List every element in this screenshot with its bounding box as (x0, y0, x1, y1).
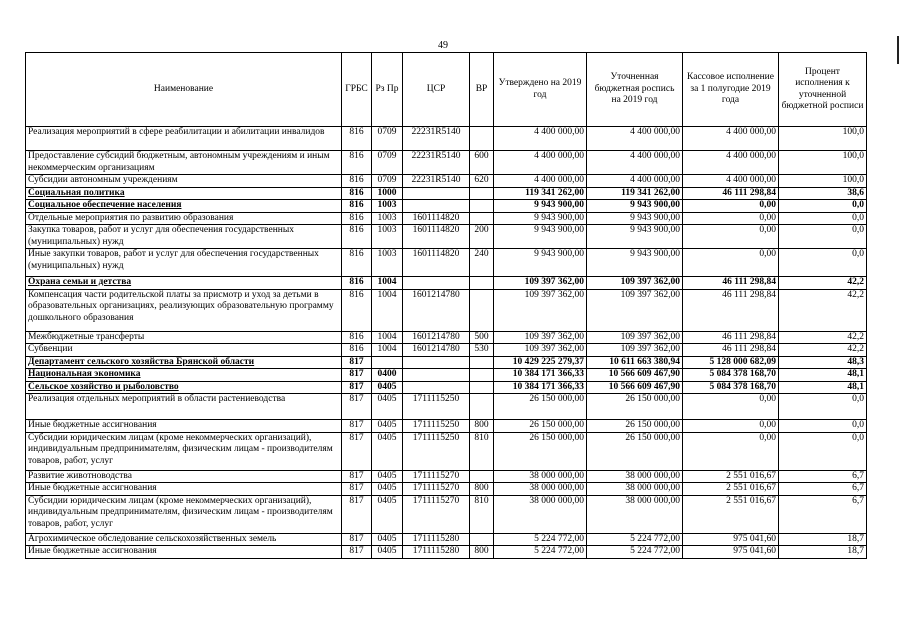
cell-rzpr: 0405 (372, 483, 403, 496)
cell-percent: 0,0 (779, 432, 867, 470)
cell-csr: 1601214780 (403, 344, 470, 357)
table-row (26, 533, 867, 546)
cell-name: Иные закупки товаров, работ и услуг для обеспечения государственных (муниципальных) нужд (26, 249, 342, 277)
cell-csr: 1711115250 (403, 394, 470, 420)
cell-percent: 0,0 (779, 249, 867, 277)
table-row (26, 470, 867, 483)
table-row (26, 175, 867, 188)
cell-name: Иные бюджетные ассигнования (26, 483, 342, 496)
cell-cash: 4 400 000,00 (683, 127, 779, 151)
cell-approved: 4 400 000,00 (494, 175, 587, 188)
cell-rzpr (372, 356, 403, 369)
cell-approved: 5 224 772,00 (494, 533, 587, 546)
cell-csr (403, 356, 470, 369)
cell-name: Компенсация части родительской платы за присмотр и уход за детьми в образовательных организациях, реализующих образовательную программу дошкольного образования (26, 289, 342, 331)
cell-approved: 26 150 000,00 (494, 394, 587, 420)
page-number: 49 (438, 40, 448, 51)
table-row (26, 546, 867, 559)
header-csr: ЦСР (403, 53, 470, 127)
cell-grbs: 817 (342, 546, 372, 559)
cell-name: Реализация мероприятий в сфере реабилитации и абилитации инвалидов (26, 127, 342, 151)
table-row (26, 212, 867, 225)
cell-rzpr: 1003 (372, 212, 403, 225)
cell-vr: 800 (470, 483, 494, 496)
cell-cash: 4 400 000,00 (683, 151, 779, 175)
cell-name: Охрана семьи и детства (26, 277, 342, 290)
cell-csr: 22231R5140 (403, 175, 470, 188)
cell-percent: 6,7 (779, 483, 867, 496)
cell-approved: 4 400 000,00 (494, 127, 587, 151)
cell-rzpr: 0400 (372, 369, 403, 382)
cell-cash: 2 551 016,67 (683, 483, 779, 496)
cell-vr: 810 (470, 432, 494, 470)
cell-grbs: 816 (342, 249, 372, 277)
table-row (26, 483, 867, 496)
cell-refined: 109 397 362,00 (587, 344, 683, 357)
cell-csr: 1711115270 (403, 495, 470, 533)
cell-cash: 0,00 (683, 432, 779, 470)
cell-vr (470, 369, 494, 382)
cell-cash: 46 111 298,84 (683, 277, 779, 290)
cell-name: Межбюджетные трансферты (26, 331, 342, 344)
cell-refined: 9 943 900,00 (587, 225, 683, 249)
table-row (26, 381, 867, 394)
cell-cash: 5 084 378 168,70 (683, 369, 779, 382)
cell-refined: 10 566 609 467,90 (587, 381, 683, 394)
table-row (26, 495, 867, 533)
cell-approved: 109 397 362,00 (494, 344, 587, 357)
cell-grbs: 817 (342, 533, 372, 546)
cell-grbs: 816 (342, 331, 372, 344)
cell-csr: 1711115250 (403, 420, 470, 433)
cell-vr: 810 (470, 495, 494, 533)
header-approved: Утверждено на 2019 год (494, 53, 587, 127)
header-grbs: ГРБС (342, 53, 372, 127)
cell-approved: 38 000 000,00 (494, 470, 587, 483)
cell-approved: 10 384 171 366,33 (494, 369, 587, 382)
cell-vr (470, 187, 494, 200)
table-row (26, 127, 867, 151)
cell-grbs: 817 (342, 432, 372, 470)
cell-rzpr: 1004 (372, 331, 403, 344)
cell-approved: 10 384 171 366,33 (494, 381, 587, 394)
cell-approved: 119 341 262,00 (494, 187, 587, 200)
cell-rzpr: 0709 (372, 151, 403, 175)
cell-rzpr: 1000 (372, 187, 403, 200)
cell-cash: 46 111 298,84 (683, 331, 779, 344)
cell-refined: 109 397 362,00 (587, 277, 683, 290)
cell-percent: 6,7 (779, 470, 867, 483)
cell-grbs: 816 (342, 175, 372, 188)
cell-rzpr: 0709 (372, 127, 403, 151)
cell-grbs: 817 (342, 483, 372, 496)
cell-rzpr: 1004 (372, 289, 403, 331)
header-rzpr: Рз Пр (372, 53, 403, 127)
table-row (26, 394, 867, 420)
cell-name: Предоставление субсидий бюджетным, автономным учреждениям и иным некоммерческим организациям (26, 151, 342, 175)
cell-cash: 0,00 (683, 225, 779, 249)
cell-refined: 38 000 000,00 (587, 483, 683, 496)
cell-csr: 1601214780 (403, 289, 470, 331)
cell-grbs: 817 (342, 356, 372, 369)
cell-grbs: 816 (342, 225, 372, 249)
cell-refined: 10 566 609 467,90 (587, 369, 683, 382)
header-name: Наименование (26, 53, 342, 127)
cell-rzpr: 0405 (372, 533, 403, 546)
cell-percent: 48,3 (779, 356, 867, 369)
cell-approved: 109 397 362,00 (494, 277, 587, 290)
cell-rzpr: 0405 (372, 470, 403, 483)
cell-cash: 0,00 (683, 420, 779, 433)
table-row (26, 277, 867, 290)
cell-percent: 42,2 (779, 289, 867, 331)
cell-percent: 0,0 (779, 394, 867, 420)
cell-grbs: 816 (342, 289, 372, 331)
cell-rzpr: 0405 (372, 394, 403, 420)
table-row (26, 369, 867, 382)
cell-csr: 1601114820 (403, 225, 470, 249)
cell-name: Агрохимическое обследование сельскохозяйственных земель (26, 533, 342, 546)
cell-vr: 530 (470, 344, 494, 357)
cell-rzpr: 0709 (372, 175, 403, 188)
budget-table (25, 52, 867, 559)
cell-approved: 109 397 362,00 (494, 331, 587, 344)
cell-percent: 0,0 (779, 200, 867, 213)
cell-csr (403, 277, 470, 290)
cell-rzpr: 0405 (372, 381, 403, 394)
header-cash: Кассовое исполнение за 1 полугодие 2019 года (683, 53, 779, 127)
cell-grbs: 817 (342, 470, 372, 483)
cell-name: Национальная экономика (26, 369, 342, 382)
cell-refined: 5 224 772,00 (587, 533, 683, 546)
cell-refined: 9 943 900,00 (587, 200, 683, 213)
cell-name: Сельское хозяйство и рыболовство (26, 381, 342, 394)
table-row (26, 249, 867, 277)
cell-refined: 10 611 663 380,94 (587, 356, 683, 369)
cell-approved: 9 943 900,00 (494, 225, 587, 249)
cell-csr (403, 369, 470, 382)
cell-percent: 18,7 (779, 533, 867, 546)
cell-refined: 4 400 000,00 (587, 127, 683, 151)
cell-vr (470, 356, 494, 369)
cell-vr (470, 289, 494, 331)
cell-grbs: 817 (342, 420, 372, 433)
cell-approved: 109 397 362,00 (494, 289, 587, 331)
table-row (26, 225, 867, 249)
table-row (26, 187, 867, 200)
table-header-row (26, 53, 867, 127)
cell-vr: 800 (470, 546, 494, 559)
cell-csr: 22231R5140 (403, 151, 470, 175)
cell-cash: 975 041,60 (683, 546, 779, 559)
cell-vr (470, 470, 494, 483)
cell-vr (470, 200, 494, 213)
cell-percent: 18,7 (779, 546, 867, 559)
cell-approved: 9 943 900,00 (494, 249, 587, 277)
cell-cash: 2 551 016,67 (683, 470, 779, 483)
table-row (26, 331, 867, 344)
table-row (26, 432, 867, 470)
cell-grbs: 817 (342, 394, 372, 420)
cell-csr: 1711115270 (403, 483, 470, 496)
cell-rzpr: 1003 (372, 200, 403, 213)
cell-cash: 5 084 378 168,70 (683, 381, 779, 394)
cell-vr (470, 533, 494, 546)
cell-rzpr: 1004 (372, 344, 403, 357)
cell-percent: 48,1 (779, 369, 867, 382)
cell-csr: 1601214780 (403, 331, 470, 344)
cell-name: Закупка товаров, работ и услуг для обеспечения государственных (муниципальных) нужд (26, 225, 342, 249)
cell-rzpr: 0405 (372, 546, 403, 559)
cell-vr: 240 (470, 249, 494, 277)
cell-percent: 100,0 (779, 175, 867, 188)
cell-refined: 38 000 000,00 (587, 470, 683, 483)
cell-cash: 46 111 298,84 (683, 187, 779, 200)
cell-cash: 46 111 298,84 (683, 289, 779, 331)
page-edge-mark (897, 36, 899, 64)
cell-name: Развитие животноводства (26, 470, 342, 483)
cell-vr (470, 394, 494, 420)
cell-approved: 5 224 772,00 (494, 546, 587, 559)
cell-vr (470, 277, 494, 290)
cell-cash: 0,00 (683, 200, 779, 213)
cell-grbs: 817 (342, 369, 372, 382)
cell-refined: 4 400 000,00 (587, 175, 683, 188)
cell-vr (470, 212, 494, 225)
cell-name: Социальная политика (26, 187, 342, 200)
cell-refined: 5 224 772,00 (587, 546, 683, 559)
cell-approved: 38 000 000,00 (494, 483, 587, 496)
cell-csr: 1711115270 (403, 470, 470, 483)
cell-grbs: 816 (342, 212, 372, 225)
cell-cash: 0,00 (683, 249, 779, 277)
cell-grbs: 816 (342, 344, 372, 357)
table-row (26, 151, 867, 175)
cell-approved: 9 943 900,00 (494, 200, 587, 213)
cell-refined: 119 341 262,00 (587, 187, 683, 200)
cell-percent: 0,0 (779, 212, 867, 225)
cell-csr: 1711115280 (403, 533, 470, 546)
cell-vr (470, 381, 494, 394)
cell-grbs: 816 (342, 200, 372, 213)
cell-percent: 100,0 (779, 127, 867, 151)
header-vr: ВР (470, 53, 494, 127)
cell-csr: 1601114820 (403, 212, 470, 225)
cell-name: Иные бюджетные ассигнования (26, 546, 342, 559)
cell-grbs: 816 (342, 151, 372, 175)
cell-vr: 800 (470, 420, 494, 433)
cell-grbs: 817 (342, 381, 372, 394)
cell-cash: 0,00 (683, 394, 779, 420)
cell-csr (403, 200, 470, 213)
cell-vr: 500 (470, 331, 494, 344)
cell-csr (403, 187, 470, 200)
cell-refined: 26 150 000,00 (587, 394, 683, 420)
cell-approved: 38 000 000,00 (494, 495, 587, 533)
cell-rzpr: 1004 (372, 277, 403, 290)
cell-percent: 42,2 (779, 344, 867, 357)
cell-percent: 48,1 (779, 381, 867, 394)
cell-csr: 1601114820 (403, 249, 470, 277)
cell-refined: 4 400 000,00 (587, 151, 683, 175)
table-row (26, 356, 867, 369)
cell-refined: 26 150 000,00 (587, 420, 683, 433)
cell-csr (403, 381, 470, 394)
cell-rzpr: 0405 (372, 495, 403, 533)
table-body (26, 127, 867, 559)
cell-refined: 109 397 362,00 (587, 289, 683, 331)
cell-name: Субсидии автономным учреждениям (26, 175, 342, 188)
cell-rzpr: 0405 (372, 420, 403, 433)
cell-cash: 46 111 298,84 (683, 344, 779, 357)
cell-name: Социальное обеспечение населения (26, 200, 342, 213)
cell-cash: 0,00 (683, 212, 779, 225)
cell-vr: 200 (470, 225, 494, 249)
cell-csr: 22231R5140 (403, 127, 470, 151)
cell-rzpr: 1003 (372, 225, 403, 249)
table-row (26, 420, 867, 433)
cell-name: Департамент сельского хозяйства Брянской области (26, 356, 342, 369)
table-row (26, 289, 867, 331)
cell-cash: 4 400 000,00 (683, 175, 779, 188)
cell-percent: 42,2 (779, 331, 867, 344)
cell-percent: 38,6 (779, 187, 867, 200)
cell-cash: 5 128 000 682,09 (683, 356, 779, 369)
cell-cash: 975 041,60 (683, 533, 779, 546)
cell-grbs: 816 (342, 277, 372, 290)
cell-grbs: 817 (342, 495, 372, 533)
cell-refined: 9 943 900,00 (587, 249, 683, 277)
cell-approved: 26 150 000,00 (494, 432, 587, 470)
cell-csr: 1711115280 (403, 546, 470, 559)
cell-refined: 109 397 362,00 (587, 331, 683, 344)
cell-csr: 1711115250 (403, 432, 470, 470)
cell-percent: 100,0 (779, 151, 867, 175)
cell-percent: 0,0 (779, 420, 867, 433)
cell-approved: 4 400 000,00 (494, 151, 587, 175)
cell-percent: 42,2 (779, 277, 867, 290)
cell-rzpr: 0405 (372, 432, 403, 470)
cell-grbs: 816 (342, 187, 372, 200)
cell-refined: 9 943 900,00 (587, 212, 683, 225)
cell-name: Отдельные мероприятия по развитию образования (26, 212, 342, 225)
cell-percent: 6,7 (779, 495, 867, 533)
cell-name: Иные бюджетные ассигнования (26, 420, 342, 433)
cell-name: Субсидии юридическим лицам (кроме некоммерческих организаций), индивидуальным предпринимателям, физическим лицам - производителям товаров, работ, услуг (26, 432, 342, 470)
cell-vr: 620 (470, 175, 494, 188)
cell-grbs: 816 (342, 127, 372, 151)
cell-percent: 0,0 (779, 225, 867, 249)
table-row (26, 344, 867, 357)
cell-cash: 2 551 016,67 (683, 495, 779, 533)
cell-refined: 38 000 000,00 (587, 495, 683, 533)
cell-rzpr: 1003 (372, 249, 403, 277)
cell-refined: 26 150 000,00 (587, 432, 683, 470)
cell-name: Реализация отдельных мероприятий в области растениеводства (26, 394, 342, 420)
cell-vr (470, 127, 494, 151)
header-refined: Уточненная бюджетная роспись на 2019 год (587, 53, 683, 127)
header-percent: Процент исполнения к уточненной бюджетной росписи (779, 53, 867, 127)
cell-name: Субсидии юридическим лицам (кроме некоммерческих организаций), индивидуальным предпринимателям, физическим лицам - производителям товаров, работ, услуг (26, 495, 342, 533)
cell-approved: 10 429 225 279,37 (494, 356, 587, 369)
cell-approved: 9 943 900,00 (494, 212, 587, 225)
cell-vr: 600 (470, 151, 494, 175)
cell-approved: 26 150 000,00 (494, 420, 587, 433)
table-row (26, 200, 867, 213)
cell-name: Субвенции (26, 344, 342, 357)
